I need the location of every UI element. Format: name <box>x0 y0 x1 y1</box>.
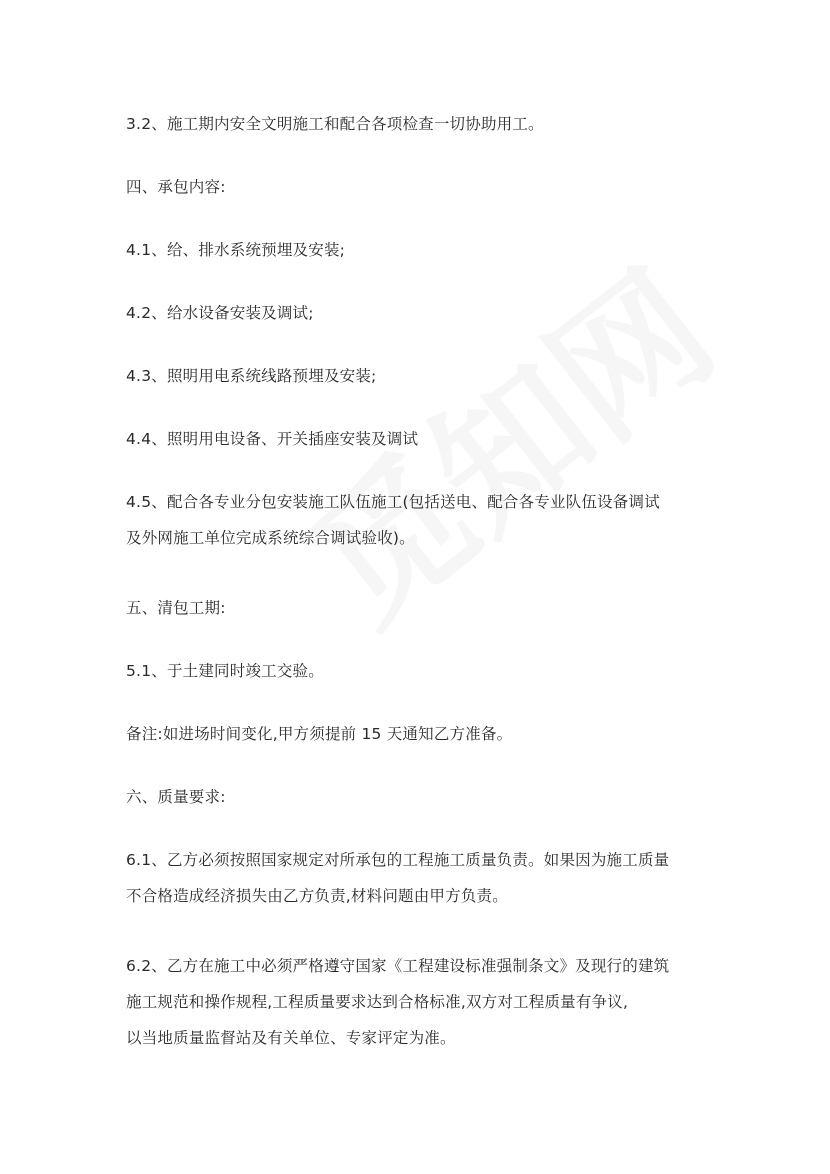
paragraph-line: 及外网施工单位完成系统综合调试验收)。 <box>126 529 415 547</box>
paragraph-line: 五、清包工期: <box>126 599 226 617</box>
paragraph-line: 4.1、给、排水系统预埋及安装; <box>126 241 346 259</box>
paragraph-4-1 <box>126 232 706 268</box>
paragraph-line: 施工规范和操作规程,工程质量要求达到合格标准,双方对工程质量有争议, <box>126 993 629 1011</box>
paragraph-line: 四、承包内容: <box>126 178 226 196</box>
paragraph-4-5 <box>126 484 706 556</box>
paragraph-line: 4.3、照明用电系统线路预埋及安装; <box>126 367 377 385</box>
paragraph-line: 4.2、给水设备安装及调试; <box>126 304 314 322</box>
paragraph-4-3 <box>126 358 706 394</box>
paragraph-line: 4.5、配合各专业分包安装施工队伍施工(包括送电、配合各专业队伍设备调试 <box>126 493 660 511</box>
note-paragraph <box>126 716 706 752</box>
paragraph-line: 备注:如进场时间变化,甲方须提前 15 天通知乙方准备。 <box>126 725 513 743</box>
section-heading-5 <box>126 590 706 626</box>
paragraph-6-1 <box>126 842 706 914</box>
paragraph-line: 6.2、乙方在施工中必须严格遵守国家《工程建设标准强制条文》及现行的建筑 <box>126 957 670 975</box>
paragraph-5-1 <box>126 653 706 689</box>
paragraph-line: 以当地质量监督站及有关单位、专家评定为准。 <box>126 1029 456 1047</box>
paragraph-line: 六、质量要求: <box>126 788 226 806</box>
paragraph-3-2 <box>126 106 706 142</box>
paragraph-4-4 <box>126 421 706 457</box>
paragraph-4-2 <box>126 295 706 331</box>
paragraph-line: 不合格造成经济损失由乙方负责,材料问题由甲方负责。 <box>126 887 508 905</box>
paragraph-line: 6.1、乙方必须按照国家规定对所承包的工程施工质量负责。如果因为施工质量 <box>126 851 670 869</box>
section-heading-6 <box>126 779 706 815</box>
section-heading-4 <box>126 169 706 205</box>
paragraph-line: 4.4、照明用电设备、开关插座安装及调试 <box>126 430 419 448</box>
paragraph-6-2 <box>126 948 706 1056</box>
paragraph-line: 3.2、施工期内安全文明施工和配合各项检查一切协助用工。 <box>126 115 544 133</box>
paragraph-line: 5.1、于土建同时竣工交验。 <box>126 662 324 680</box>
